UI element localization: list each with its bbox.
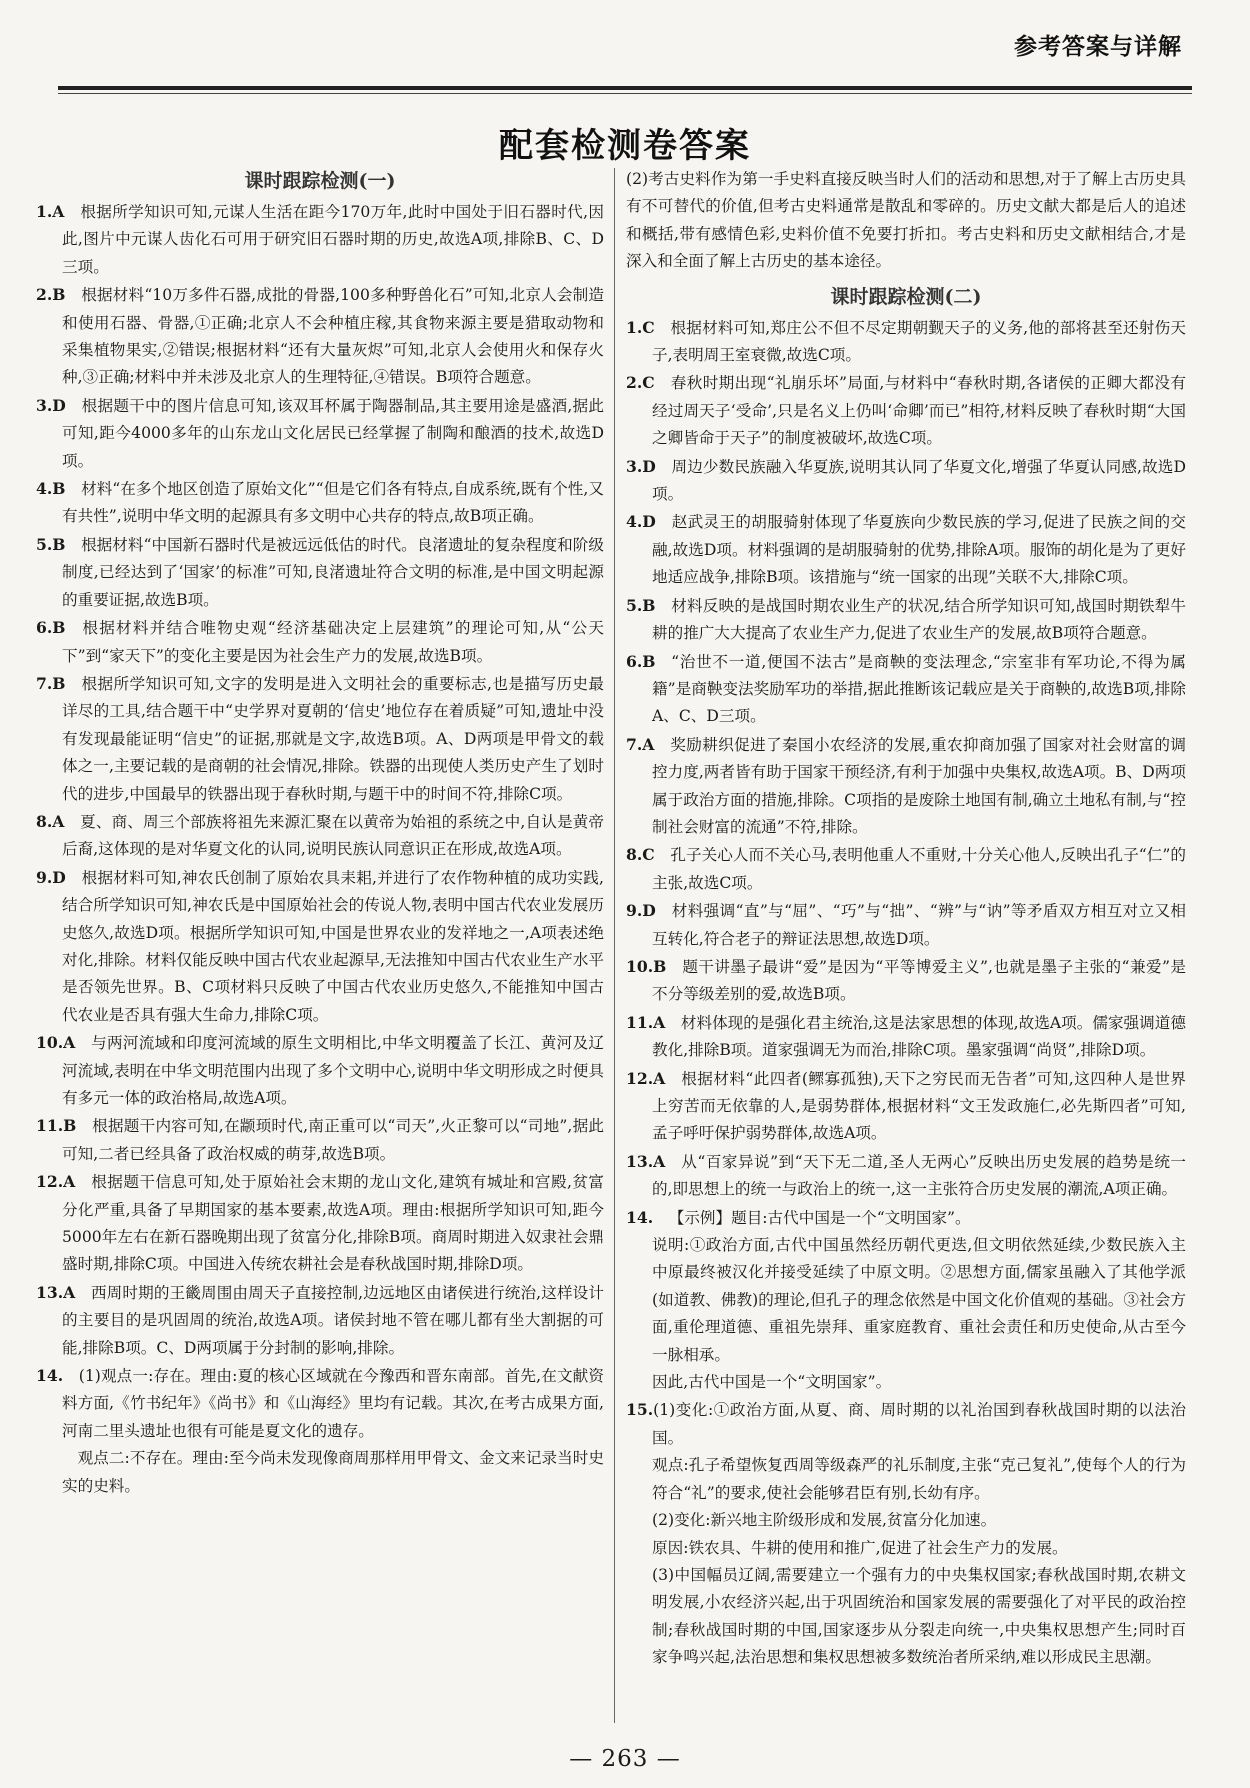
answer-text: 根据所学知识可知,文字的发明是进入文明社会的重要标志,也是描写历史最详尽的工具,结合题干中“史学界对夏朝的‘信史’地位存在着质疑”可知,遗址中没有发现最能证明“信史”的证据,那就是文字,故选B项。A、D两项是甲骨文的载体之一,主要记载的是商朝的社会情况,排除。铁器的出现使人类历史产生了划时代的进步,中国最早的铁器出现于春秋时期,与题干中的时间不符,排除C项。 [62,674,604,803]
answer-number: 6.B [36,618,66,638]
answer-text: 【示例】题目:古代中国是一个“文明国家”。 [668,1208,971,1227]
answer-text: 根据所学知识可知,元谋人生活在距今170万年,此时中国处于旧石器时代,因此,图片中元谋人齿化石可用于研究旧石器时期的历史,故选A项,排除B、C、D三项。 [62,203,604,276]
answer-number: 14. [36,1366,64,1386]
answer-number: 12.A [626,1068,666,1088]
answer-number: 8.A [36,811,65,831]
answer-number: 9.D [626,901,656,921]
explanation-paragraph: 观点:孔子希望恢复西周等级森严的礼乐制度,主张“克己复礼”,使每个人的行为符合“礼”的要求,使社会能够君臣有别,长幼有序。 [652,1456,1186,1502]
answer-text: 观点二:不存在。理由:至今尚未发现像商周那样用甲骨文、金文来记录当时史实的史料。 [62,1449,604,1495]
answer-number: 15. [626,1400,654,1420]
answer-item [36,392,604,475]
answer-item [36,475,604,531]
answer-text: 根据材料并结合唯物史观“经济基础决定上层建筑”的理论可知,从“公天下”到“家天下”的变化主要是因为社会生产力的发展,故选B项。 [62,619,604,665]
answer-item [36,1445,604,1500]
answer-item [36,531,604,614]
answer-number: 3.D [36,395,66,415]
answer-text: 周边少数民族融入华夏族,说明其认同了华夏文化,增强了华夏认同感,故选D项。 [652,457,1186,504]
answer-text: 根据题干内容可知,在颛顼时代,南正重可以“司天”,火正黎可以“司地”,据此可知,二者已经具备了政治权威的萌芽,故选B项。 [62,1117,604,1163]
explanation-paragraph: 说明:①政治方面,古代中国虽然经历朝代更迭,但文明依然延续,少数民族入主中原最终被汉化并接受延续了中原文明。②思想方面,儒家虽融入了其他学派(如道教、佛教)的理论,但孔子的理念依然是中国文化价值观的基础。③社会方面,重伦理道德、重祖先崇拜、重家庭教育、重社会责任和历史使命,从古至今一脉相承。 [652,1236,1186,1364]
answer-number: 10.A [36,1033,76,1053]
answer-text: 根据材料可知,郑庄公不但不尽定期朝觐天子的义务,他的部将甚至还射伤天子,表明周王室衰微,故选C项。 [652,318,1186,365]
answer-text: 根据材料可知,神农氏创制了原始农具耒耜,并进行了农作物种植的成功实践,结合所学知识可知,神农氏是中国原始社会的传说人物,表明中国古代农业发展历史悠久,故选D项。根据所学知识可知,中国是世界农业的发祥地之一,A项表述绝对化,排除。材料仅能反映中国古代农业起源早,无法推知中国古代农业生产水平是否领先世界。B、C项材料只反映了中国古代农业历史悠久,不能推知中国古代农业是否具有强大生命力,排除C项。 [62,868,604,1024]
answer-text: 奖励耕织促进了秦国小农经济的发展,重农抑商加强了国家对社会财富的调控力度,两者皆有助于国家干预经济,有利于加强中央集权,故选A项。B、D两项属于政治方面的措施,排除。C项指的是废除土地国有制,确立土地私有制,与“控制社会财富的流通”不符,排除。 [652,735,1186,836]
answer-number: 5.B [36,534,66,554]
answer-item [626,897,1186,953]
answer-text: 根据材料“10万多件石器,成批的骨器,100多种野兽化石”可知,北京人会制造和使用石器、骨器,①正确;北京人不会种植庄稼,其食物来源主要是猎取动物和采集植物果实,②错误;根据材料“还有大量灰烬”可知,北京人会使用火和保存火种,③正确;材料中并未涉及北京人的生理特征,④错误。B项符合题意。 [62,286,604,387]
right-column [626,166,1186,1672]
explanation-paragraph: (2)变化:新兴地主阶级形成和发展,贫富分化加速。 [652,1511,997,1530]
answer-item [36,198,604,281]
answer-item [626,508,1186,591]
answer-list-1 [36,198,604,1500]
answer-number: 12.A [36,1172,76,1192]
answer-item [36,670,604,808]
answer-text: (1)变化:①政治方面,从夏、商、周时期的以礼治国到春秋战国时期的以法治国。 [652,1401,1186,1447]
answer-item [626,953,1186,1009]
answer-text: 根据题干中的图片信息可知,该双耳杯属于陶器制品,其主要用途是盛酒,据此可知,距今4000多年的山东龙山文化居民已经掌握了制陶和酿酒的技术,故选D项。 [62,396,604,470]
section-title-1: 课时跟踪检测(一) [244,170,396,192]
answer-item [626,314,1186,370]
answer-item [36,1112,604,1168]
answer-number: 11.A [626,1012,666,1032]
answer-item [36,808,604,864]
answer-item [626,1204,1186,1232]
item-14-explanation [626,1232,1186,1396]
answer-number: 13.A [36,1282,76,1302]
answer-text: 从“百家异说”到“天下无二道,圣人无两心”反映出历史发展的趋势是统一的,即思想上的统一与政治上的统一,这一主张符合历史发展的潮流,A项正确。 [652,1152,1186,1199]
answer-text: 根据材料“中国新石器时代是被远远低估的时代。良渚遗址的复杂程度和阶级制度,已经达到了‘国家’的标准”可知,良渚遗址符合文明的标准,是中国文明起源的重要证据,故选B项。 [62,535,604,609]
header-label: 参考答案与详解 [1014,34,1182,60]
answer-item [626,1009,1186,1065]
answer-text: 材料体现的是强化君主统治,这是法家思想的体现,故选A项。儒家强调道德教化,排除B项。道家强调无为而治,排除C项。墨家强调“尚贤”,排除D项。 [652,1013,1186,1060]
answer-text: 孔子关心人而不关心马,表明他重人不重财,十分关心他人,反映出孔子“仁”的主张,故选C项。 [652,846,1186,892]
answer-item [36,281,604,392]
answer-item [36,1362,604,1445]
header-rule-thin [58,93,1192,94]
answer-item [626,1065,1186,1148]
answer-item [626,592,1186,648]
explanation-paragraph: 原因:铁农具、牛耕的使用和推广,促进了社会生产力的发展。 [652,1538,1068,1557]
answer-item [36,1279,604,1362]
left-column [36,166,604,1500]
answer-number: 6.B [626,651,656,671]
answer-item [626,648,1186,731]
answer-number: 13.A [626,1151,666,1171]
answer-item [36,1168,604,1279]
answer-number: 4.D [626,512,656,532]
answer-item [626,1396,1186,1452]
answer-number: 10.B [626,956,667,976]
answer-item [36,1029,604,1112]
answer-text: 根据材料“此四者(鳏寡孤独),天下之穷民而无告者”可知,这四种人是世界上穷苦而无依靠的人,是弱势群体,根据材料“文王发政施仁,必先斯四者”可知,孟子呼吁保护弱势群体,故选A项。 [652,1069,1186,1143]
answer-text: 赵武灵王的胡服骑射体现了华夏族向少数民族的学习,促进了民族之间的交融,故选D项。材料强调的是胡服骑射的优势,排除A项。服饰的胡化是为了更好地适应战争,排除B项。该措施与“统一国家的出现”关联不大,排除C项。 [652,513,1186,587]
answer-item [626,453,1186,509]
answer-text: 春秋时期出现“礼崩乐坏”局面,与材料中“春秋时期,各诸侯的正卿大都没有经过周天子‘受命’,只是名义上仍叫‘命卿’而已”相符,材料反映了春秋时期“大国之卿皆命于天子”的制度被破坏,故选C项。 [652,374,1186,448]
answer-text: 西周时期的王畿周围由周天子直接控制,边远地区由诸侯进行统治,这样设计的主要目的是巩固周的统治,故选A项。诸侯封地不管在哪儿都有坐大割据的可能,排除B项。C、D两项属于分封制的影响,排除。 [62,1283,604,1357]
header-rule [58,86,1192,90]
answer-number: 5.B [626,595,656,615]
answer-text: 材料强调“直”与“屈”、“巧”与“拙”、“辨”与“讷”等矛盾双方相互对立又相互转化,符合老子的辩证法思想,故选D项。 [652,902,1186,948]
answer-text: 夏、商、周三个部族将祖先来源汇聚在以黄帝为始祖的系统之中,自认是黄帝后裔,这体现的是对华夏文化的认同,说明民族认同意识正在形成,故选A项。 [62,812,604,859]
answer-number: 2.B [36,285,66,305]
answer-number: 1.C [626,317,655,337]
column-divider [614,168,615,1723]
answer-text: (1)观点一:存在。理由:夏的核心区域就在今豫西和晋东南部。首先,在文献资料方面,《竹书纪年》《尚书》和《山海经》里均有记载。其次,在考古成果方面,河南二里头遗址也很有可能是夏文化的遗存。 [62,1367,604,1440]
answer-item [626,731,1186,842]
answer-text: 材料反映的是战国时期农业生产的状况,结合所学知识可知,战国时期铁犁牛耕的推广大大提高了农业生产力,促进了农业生产的发展,故B项符合题意。 [652,596,1186,643]
answer-item [626,841,1186,897]
answer-number: 11.B [36,1116,77,1136]
answer-text: 根据题干信息可知,处于原始社会末期的龙山文化,建筑有城址和宫殿,贫富分化严重,具备了早期国家的基本要素,故选A项。理由:根据所学知识可知,距今5000年左右在新石器晚期出现了贫富分化,排除B项。商周时期进入奴隶社会鼎盛时期,排除C项。中国进入传统农耕社会是春秋战国时期,排除D项。 [62,1173,604,1274]
answer-text: 与两河流域和印度河流域的原生文明相比,中华文明覆盖了长江、黄河及辽河流域,表明在中华文明范围内出现了多个文明中心,说明中华文明形成之时便具有多元一体的政治格局,故选A项。 [62,1034,604,1107]
answer-number: 2.C [626,373,655,393]
answer-number: 9.D [36,867,66,887]
answer-number: 7.A [626,734,655,754]
page-number: — 263 — [569,1746,681,1772]
answer-text: “治世不一道,便国不法古”是商鞅的变法理念,“宗室非有军功论,不得为属籍”是商鞅变法奖励军功的举措,据此推断该记载应是关于商鞅的,故选B项,排除A、C、D三项。 [652,652,1186,726]
section-title-2: 课时跟踪检测(二) [830,285,982,308]
explanation-paragraph: (3)中国幅员辽阔,需要建立一个强有力的中央集权国家;春秋战国时期,农耕文明发展,小农经济兴起,出于巩固统治和国家发展的需要强化了对平民的政治控制;春秋战国时期的中国,国家逐步从分裂走向统一,中央集权思想产生;同时百家争鸣兴起,法治思想和集权思想被多数统治者所采纳,难以形成民主思潮。 [652,1565,1186,1667]
item-15-explanation [626,1452,1186,1671]
answer-item [626,1148,1186,1204]
answer-text: 题干讲墨子最讲“爱”是因为“平等博爱主义”,也就是墨子主张的“兼爱”是不分等级差别的爱,故选B项。 [652,957,1186,1004]
answer-number: 4.B [36,479,66,499]
answer-item [626,369,1186,452]
answer-number: 3.D [626,456,656,476]
answer-number: 7.B [36,673,66,693]
answer-number: 1.A [36,202,65,221]
answer-item [36,614,604,670]
page-title: 配套检测卷答案 [499,126,751,166]
answer-item [36,864,604,1029]
answer-number: 14. [626,1207,654,1227]
answer-list-2 [626,314,1186,1232]
continuation-paragraph: (2)考古史料作为第一手史料直接反映当时人们的活动和思想,对于了解上古历史具有不可替代的价值,但考古史料通常是散乱和零碎的。历史文献大都是后人的追述和概括,带有感情色彩,史料价值不免要打折扣。考古史料和历史文献相结合,才是深入和全面了解上古历史的基本途径。 [626,170,1186,271]
answer-text: 材料“在多个地区创造了原始文化”“但是它们各有特点,自成系统,既有个性,又有共性”,说明中华文明的起源具有多文明中心共存的特点,故B项正确。 [62,480,604,526]
explanation-paragraph: 因此,古代中国是一个“文明国家”。 [652,1373,892,1392]
answer-number: 8.C [626,845,655,865]
